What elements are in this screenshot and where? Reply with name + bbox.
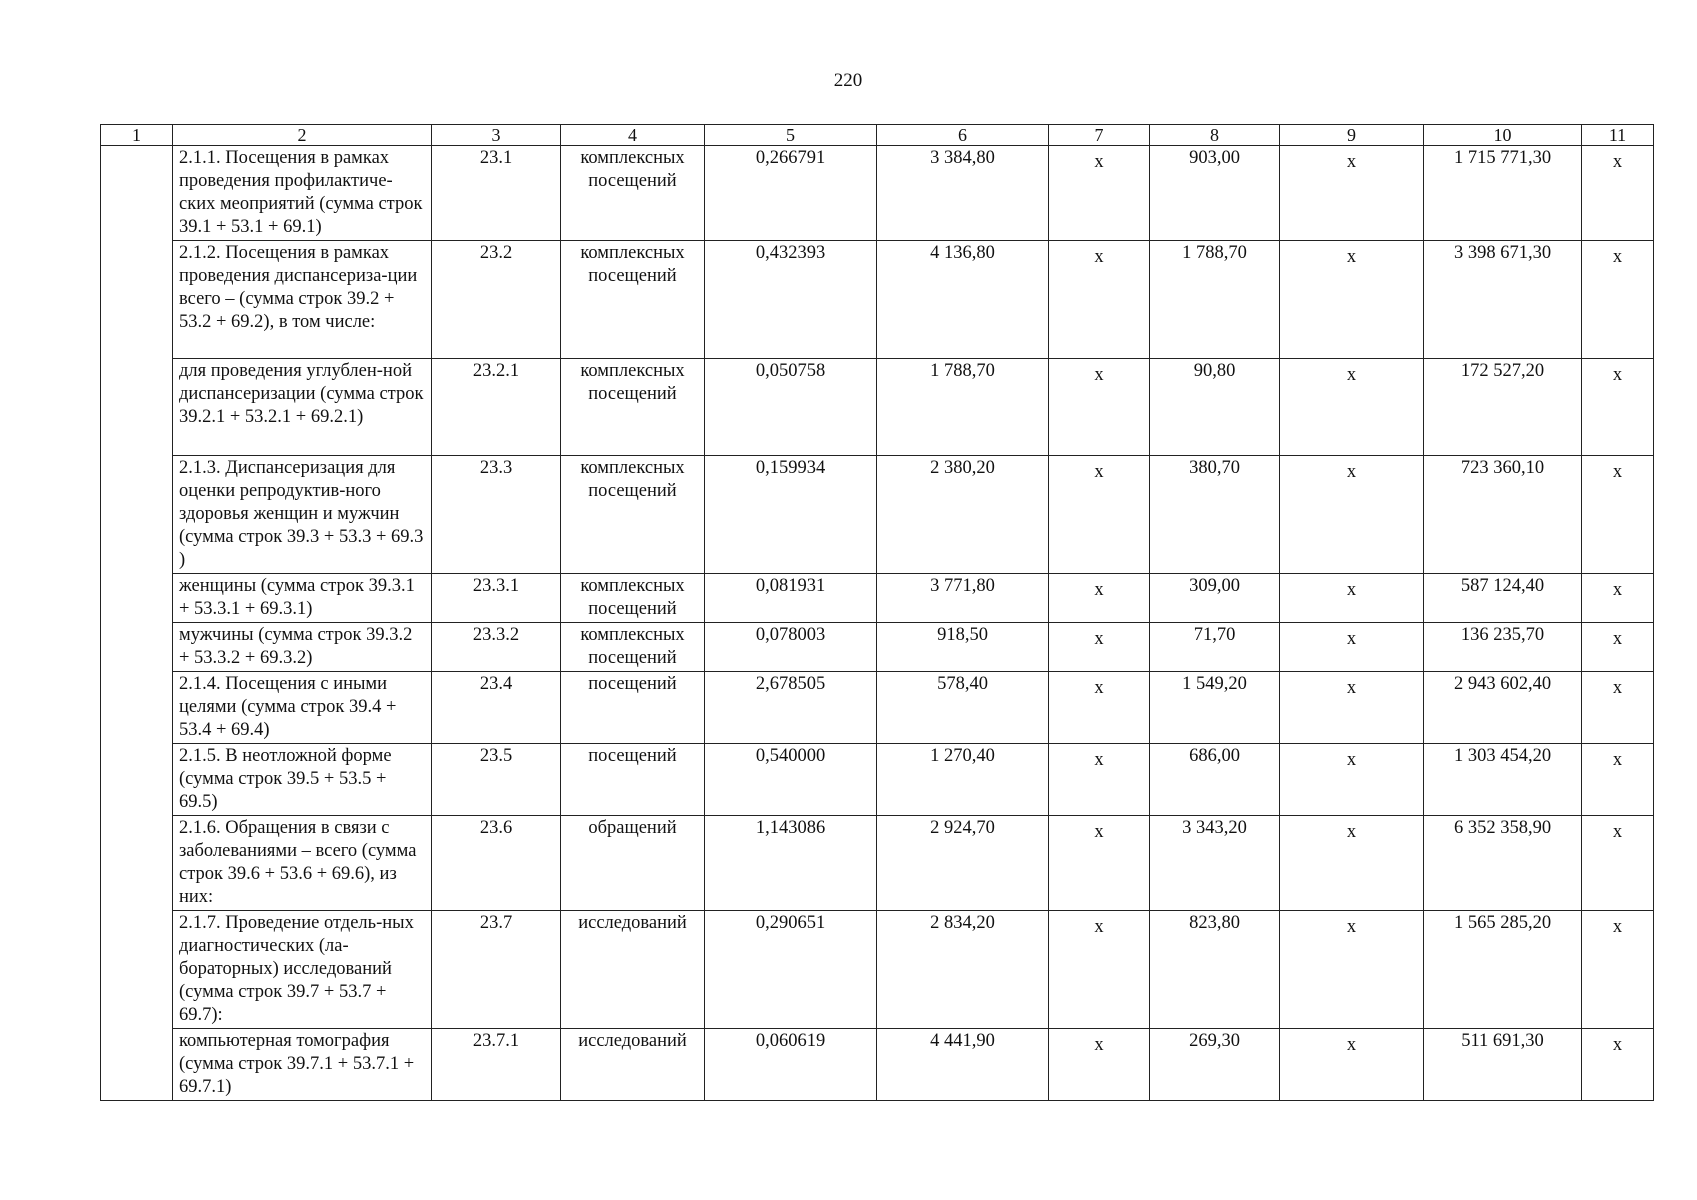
unit-of-measure: комплексных посещений	[561, 359, 705, 456]
page-number	[0, 70, 1697, 92]
row-code: 23.3.2	[432, 623, 561, 672]
value-col-10: 1 565 285,20	[1424, 911, 1582, 1029]
value-col-5: 0,050758	[705, 359, 877, 456]
row-code: 23.1	[432, 146, 561, 241]
value-col-9: х	[1280, 911, 1424, 1029]
value-col-7: х	[1049, 672, 1150, 744]
indicator-name: 2.1.6. Обращения в связи с заболеваниями – всего (сумма строк 39.6 + 53.6 + 69.6), из них:	[173, 816, 432, 911]
table-row	[101, 744, 1654, 816]
value-col-8: 380,70	[1150, 456, 1280, 574]
value-col-7: х	[1049, 241, 1150, 359]
value-col-8: 71,70	[1150, 623, 1280, 672]
value-col-5: 0,078003	[705, 623, 877, 672]
table-row	[101, 574, 1654, 623]
value-col-11: х	[1582, 1029, 1654, 1101]
header-row	[101, 125, 1654, 146]
value-col-6: 4 136,80	[877, 241, 1049, 359]
value-col-6: 4 441,90	[877, 1029, 1049, 1101]
value-col-11: х	[1582, 359, 1654, 456]
value-col-8: 269,30	[1150, 1029, 1280, 1101]
value-col-8: 903,00	[1150, 146, 1280, 241]
indicator-name: 2.1.2. Посещения в рамках проведения диспансериза-ции всего – (сумма строк 39.2 + 53.2 + 69.2), в том числе:	[173, 241, 432, 359]
value-col-10: 587 124,40	[1424, 574, 1582, 623]
value-col-5: 0,266791	[705, 146, 877, 241]
value-col-11: х	[1582, 816, 1654, 911]
report-table	[100, 124, 1654, 1101]
value-col-9: х	[1280, 146, 1424, 241]
value-col-7: х	[1049, 574, 1150, 623]
row-code: 23.7	[432, 911, 561, 1029]
header-cell: 10	[1424, 125, 1582, 146]
value-col-9: х	[1280, 574, 1424, 623]
value-col-6: 2 380,20	[877, 456, 1049, 574]
value-col-9: х	[1280, 816, 1424, 911]
value-col-9: х	[1280, 744, 1424, 816]
unit-of-measure: посещений	[561, 672, 705, 744]
table-row	[101, 623, 1654, 672]
row-code: 23.2.1	[432, 359, 561, 456]
table-row	[101, 1029, 1654, 1101]
value-col-6: 918,50	[877, 623, 1049, 672]
unit-of-measure: комплексных посещений	[561, 623, 705, 672]
table-row	[101, 816, 1654, 911]
value-col-5: 1,143086	[705, 816, 877, 911]
value-col-6: 1 788,70	[877, 359, 1049, 456]
value-col-7: х	[1049, 911, 1150, 1029]
value-col-10: 6 352 358,90	[1424, 816, 1582, 911]
unit-of-measure: комплексных посещений	[561, 241, 705, 359]
table-row	[101, 911, 1654, 1029]
row-code: 23.3	[432, 456, 561, 574]
indicator-name: 2.1.5. В неотложной форме (сумма строк 39.5 + 53.5 + 69.5)	[173, 744, 432, 816]
unit-of-measure: комплексных посещений	[561, 456, 705, 574]
page-number-text: 220	[833, 70, 863, 91]
indicator-name: для проведения углублен-ной диспансеризации (сумма строк 39.2.1 + 53.2.1 + 69.2.1)	[173, 359, 432, 456]
row-code: 23.4	[432, 672, 561, 744]
value-col-7: х	[1049, 359, 1150, 456]
table-row	[101, 672, 1654, 744]
value-col-11: х	[1582, 574, 1654, 623]
value-col-6: 1 270,40	[877, 744, 1049, 816]
indicator-name: 2.1.7. Проведение отдель-ных диагностических (ла-бораторных) исследований (сумма строк 39.7 + 53.7 + 69.7):	[173, 911, 432, 1029]
value-col-6: 578,40	[877, 672, 1049, 744]
value-col-7: х	[1049, 1029, 1150, 1101]
value-col-9: х	[1280, 456, 1424, 574]
value-col-9: х	[1280, 672, 1424, 744]
value-col-6: 3 384,80	[877, 146, 1049, 241]
value-col-11: х	[1582, 241, 1654, 359]
header-cell: 9	[1280, 125, 1424, 146]
header-cell: 8	[1150, 125, 1280, 146]
value-col-7: х	[1049, 744, 1150, 816]
header-cell: 1	[101, 125, 173, 146]
value-col-6: 2 834,20	[877, 911, 1049, 1029]
header-cell: 3	[432, 125, 561, 146]
value-col-5: 0,432393	[705, 241, 877, 359]
indicator-name: женщины (сумма строк 39.3.1 + 53.3.1 + 69.3.1)	[173, 574, 432, 623]
value-col-9: х	[1280, 1029, 1424, 1101]
value-col-8: 686,00	[1150, 744, 1280, 816]
value-col-8: 3 343,20	[1150, 816, 1280, 911]
value-col-5: 0,540000	[705, 744, 877, 816]
index-cell	[101, 146, 173, 1101]
row-code: 23.3.1	[432, 574, 561, 623]
value-col-5: 0,159934	[705, 456, 877, 574]
value-col-8: 1 788,70	[1150, 241, 1280, 359]
unit-of-measure: комплексных посещений	[561, 146, 705, 241]
value-col-7: х	[1049, 623, 1150, 672]
value-col-5: 0,290651	[705, 911, 877, 1029]
value-col-7: х	[1049, 816, 1150, 911]
header-cell: 4	[561, 125, 705, 146]
value-col-8: 309,00	[1150, 574, 1280, 623]
value-col-6: 3 771,80	[877, 574, 1049, 623]
row-code: 23.6	[432, 816, 561, 911]
row-code: 23.7.1	[432, 1029, 561, 1101]
indicator-name: мужчины (сумма строк 39.3.2 + 53.3.2 + 69.3.2)	[173, 623, 432, 672]
value-col-10: 1 715 771,30	[1424, 146, 1582, 241]
value-col-10: 723 360,10	[1424, 456, 1582, 574]
value-col-5: 2,678505	[705, 672, 877, 744]
value-col-9: х	[1280, 359, 1424, 456]
indicator-name: 2.1.4. Посещения с иными целями (сумма строк 39.4 + 53.4 + 69.4)	[173, 672, 432, 744]
table-row	[101, 359, 1654, 456]
value-col-8: 1 549,20	[1150, 672, 1280, 744]
unit-of-measure: комплексных посещений	[561, 574, 705, 623]
value-col-11: х	[1582, 744, 1654, 816]
value-col-6: 2 924,70	[877, 816, 1049, 911]
table-row	[101, 146, 1654, 241]
unit-of-measure: исследований	[561, 911, 705, 1029]
header-cell: 2	[173, 125, 432, 146]
value-col-11: х	[1582, 672, 1654, 744]
value-col-8: 823,80	[1150, 911, 1280, 1029]
value-col-11: х	[1582, 911, 1654, 1029]
header-cell: 11	[1582, 125, 1654, 146]
value-col-11: х	[1582, 623, 1654, 672]
unit-of-measure: обращений	[561, 816, 705, 911]
value-col-11: х	[1582, 456, 1654, 574]
unit-of-measure: посещений	[561, 744, 705, 816]
value-col-8: 90,80	[1150, 359, 1280, 456]
header-cell: 5	[705, 125, 877, 146]
value-col-10: 511 691,30	[1424, 1029, 1582, 1101]
unit-of-measure: исследований	[561, 1029, 705, 1101]
table-row	[101, 241, 1654, 359]
row-code: 23.2	[432, 241, 561, 359]
value-col-9: х	[1280, 241, 1424, 359]
value-col-11: х	[1582, 146, 1654, 241]
value-col-7: х	[1049, 456, 1150, 574]
value-col-10: 136 235,70	[1424, 623, 1582, 672]
value-col-5: 0,060619	[705, 1029, 877, 1101]
indicator-name: 2.1.3. Диспансеризация для оценки репродуктив-ного здоровья женщин и мужчин (сумма строк 39.3 + 53.3 + 69.3 )	[173, 456, 432, 574]
header-cell: 7	[1049, 125, 1150, 146]
row-code: 23.5	[432, 744, 561, 816]
value-col-9: х	[1280, 623, 1424, 672]
indicator-name: компьютерная томография (сумма строк 39.7.1 + 53.7.1 + 69.7.1)	[173, 1029, 432, 1101]
value-col-10: 172 527,20	[1424, 359, 1582, 456]
value-col-5: 0,081931	[705, 574, 877, 623]
table-row	[101, 456, 1654, 574]
value-col-10: 1 303 454,20	[1424, 744, 1582, 816]
value-col-10: 2 943 602,40	[1424, 672, 1582, 744]
indicator-name: 2.1.1. Посещения в рамках проведения профилактиче-ских меоприятий (сумма строк 39.1 + 53.1 + 69.1)	[173, 146, 432, 241]
value-col-10: 3 398 671,30	[1424, 241, 1582, 359]
value-col-7: х	[1049, 146, 1150, 241]
header-cell: 6	[877, 125, 1049, 146]
